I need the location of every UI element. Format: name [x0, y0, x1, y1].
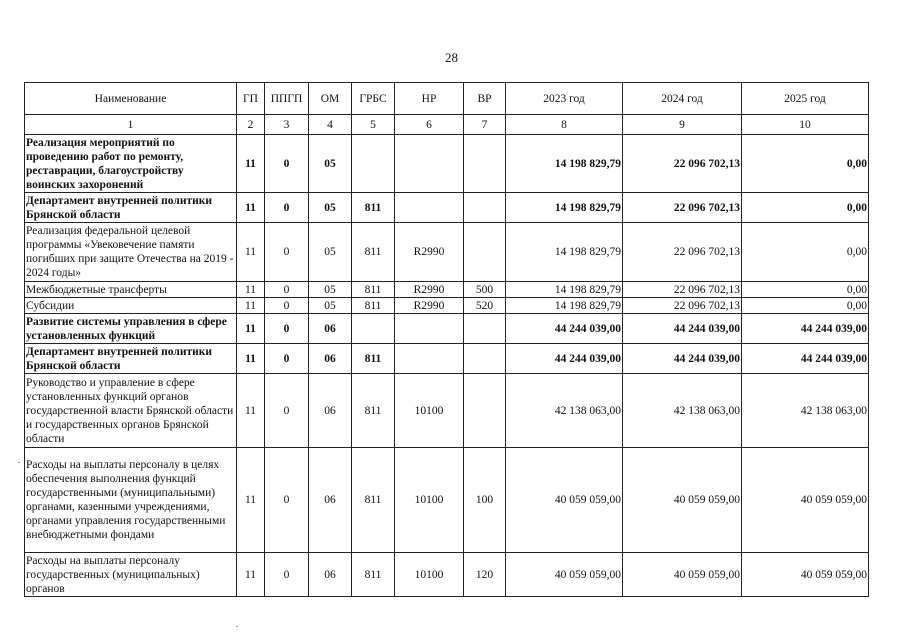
- row-name: Расходы на выплаты персоналу государственных (муниципальных) органов: [25, 553, 237, 597]
- cell-grbs: 811: [352, 553, 395, 597]
- cell-ppgp: 0: [265, 282, 309, 298]
- cell-nr: R2990: [395, 223, 464, 282]
- cell-2023: 14 198 829,79: [506, 298, 623, 314]
- row-name: Департамент внутренней политики Брянской области: [25, 344, 237, 374]
- budget-table: [24, 82, 869, 597]
- cell-om: 06: [309, 374, 352, 448]
- cell-ppgp: 0: [265, 314, 309, 344]
- column-number: 6: [395, 115, 464, 135]
- cell-2024: 22 096 702,13: [623, 135, 742, 193]
- cell-nr: [395, 344, 464, 374]
- cell-2025: 44 244 039,00: [742, 314, 869, 344]
- cell-nr: 10100: [395, 374, 464, 448]
- table-row: [25, 448, 869, 553]
- cell-grbs: [352, 314, 395, 344]
- table-row: [25, 135, 869, 193]
- column-number: 2: [237, 115, 265, 135]
- column-number: 5: [352, 115, 395, 135]
- column-number: 3: [265, 115, 309, 135]
- cell-ppgp: 0: [265, 374, 309, 448]
- cell-nr: [395, 193, 464, 223]
- cell-nr: R2990: [395, 298, 464, 314]
- cell-vr: [464, 344, 506, 374]
- table-row: [25, 282, 869, 298]
- cell-om: 06: [309, 344, 352, 374]
- cell-2023: 44 244 039,00: [506, 314, 623, 344]
- cell-2024: 22 096 702,13: [623, 193, 742, 223]
- column-header: НР: [395, 83, 464, 115]
- cell-nr: R2990: [395, 282, 464, 298]
- cell-2025: 0,00: [742, 135, 869, 193]
- cell-2024: 40 059 059,00: [623, 448, 742, 553]
- cell-grbs: 811: [352, 282, 395, 298]
- table-row: [25, 553, 869, 597]
- cell-2025: 0,00: [742, 193, 869, 223]
- cell-grbs: [352, 135, 395, 193]
- cell-vr: [464, 223, 506, 282]
- cell-om: 05: [309, 135, 352, 193]
- cell-2023: 14 198 829,79: [506, 282, 623, 298]
- column-number: 9: [623, 115, 742, 135]
- cell-2023: 14 198 829,79: [506, 223, 623, 282]
- cell-om: 05: [309, 282, 352, 298]
- column-number: 10: [742, 115, 869, 135]
- cell-grbs: 811: [352, 344, 395, 374]
- table-row: [25, 223, 869, 282]
- column-number: 4: [309, 115, 352, 135]
- cell-2023: 44 244 039,00: [506, 344, 623, 374]
- header-row: [25, 83, 869, 115]
- column-header: ОМ: [309, 83, 352, 115]
- cell-vr: [464, 193, 506, 223]
- cell-2023: 40 059 059,00: [506, 553, 623, 597]
- cell-grbs: 811: [352, 193, 395, 223]
- cell-nr: 10100: [395, 448, 464, 553]
- cell-2024: 22 096 702,13: [623, 223, 742, 282]
- scan-speck: [236, 626, 238, 627]
- cell-gp: 11: [237, 448, 265, 553]
- cell-2023: 42 138 063,00: [506, 374, 623, 448]
- cell-om: 06: [309, 553, 352, 597]
- row-name: Департамент внутренней политики Брянской области: [25, 193, 237, 223]
- row-name: Субсидии: [25, 298, 237, 314]
- cell-ppgp: 0: [265, 223, 309, 282]
- table-row: [25, 344, 869, 374]
- table-row: [25, 193, 869, 223]
- table-row: [25, 374, 869, 448]
- column-header: ГП: [237, 83, 265, 115]
- cell-vr: [464, 135, 506, 193]
- cell-grbs: 811: [352, 223, 395, 282]
- cell-vr: 120: [464, 553, 506, 597]
- cell-2024: 44 244 039,00: [623, 344, 742, 374]
- cell-2024: 44 244 039,00: [623, 314, 742, 344]
- cell-2024: 22 096 702,13: [623, 282, 742, 298]
- column-number: 7: [464, 115, 506, 135]
- row-name: Реализация федеральной целевой программы «Увековечение памяти погибших при защите Отечества на 2019 - 2024 годы»: [25, 223, 237, 282]
- cell-2025: 0,00: [742, 298, 869, 314]
- cell-grbs: 811: [352, 448, 395, 553]
- column-header: Наименование: [25, 83, 237, 115]
- column-header: ППГП: [265, 83, 309, 115]
- cell-grbs: 811: [352, 298, 395, 314]
- cell-gp: 11: [237, 193, 265, 223]
- cell-vr: 520: [464, 298, 506, 314]
- row-name: Межбюджетные трансферты: [25, 282, 237, 298]
- cell-2025: 44 244 039,00: [742, 344, 869, 374]
- cell-om: 05: [309, 223, 352, 282]
- cell-2024: 40 059 059,00: [623, 553, 742, 597]
- row-name: Расходы на выплаты персоналу в целях обеспечения выполнения функций государственными (муниципальными) органами, казенными учреждениями, органами управления государственными внебюджетными фондами: [25, 448, 237, 553]
- column-header: ВР: [464, 83, 506, 115]
- table-row: [25, 314, 869, 344]
- cell-2024: 42 138 063,00: [623, 374, 742, 448]
- cell-om: 05: [309, 193, 352, 223]
- column-header: ГРБС: [352, 83, 395, 115]
- cell-2025: 40 059 059,00: [742, 448, 869, 553]
- column-header: 2025 год: [742, 83, 869, 115]
- row-name: Реализация мероприятий по проведению работ по ремонту, реставрации, благоустройству воинских захоронений: [25, 135, 237, 193]
- cell-ppgp: 0: [265, 344, 309, 374]
- row-name: Руководство и управление в сфере установленных функций органов государственной власти Брянской области и государственных органов Брянской области: [25, 374, 237, 448]
- column-header: 2023 год: [506, 83, 623, 115]
- cell-vr: [464, 314, 506, 344]
- cell-2025: 42 138 063,00: [742, 374, 869, 448]
- cell-vr: [464, 374, 506, 448]
- cell-vr: 100: [464, 448, 506, 553]
- cell-2024: 22 096 702,13: [623, 298, 742, 314]
- row-name: Развитие системы управления в сфере установленных функций: [25, 314, 237, 344]
- cell-om: 06: [309, 448, 352, 553]
- cell-gp: 11: [237, 553, 265, 597]
- cell-2025: 40 059 059,00: [742, 553, 869, 597]
- column-number: 8: [506, 115, 623, 135]
- cell-gp: 11: [237, 314, 265, 344]
- cell-ppgp: 0: [265, 193, 309, 223]
- column-number-row: [25, 115, 869, 135]
- cell-ppgp: 0: [265, 135, 309, 193]
- scan-speck: [18, 462, 20, 463]
- cell-2023: 40 059 059,00: [506, 448, 623, 553]
- cell-gp: 11: [237, 135, 265, 193]
- cell-2023: 14 198 829,79: [506, 135, 623, 193]
- page-number: 28: [445, 50, 458, 65]
- cell-ppgp: 0: [265, 448, 309, 553]
- cell-nr: [395, 135, 464, 193]
- cell-gp: 11: [237, 223, 265, 282]
- column-header: 2024 год: [623, 83, 742, 115]
- cell-gp: 11: [237, 344, 265, 374]
- cell-gp: 11: [237, 374, 265, 448]
- cell-vr: 500: [464, 282, 506, 298]
- column-number: 1: [25, 115, 237, 135]
- cell-ppgp: 0: [265, 298, 309, 314]
- cell-nr: 10100: [395, 553, 464, 597]
- cell-om: 06: [309, 314, 352, 344]
- cell-gp: 11: [237, 298, 265, 314]
- table-row: [25, 298, 869, 314]
- cell-gp: 11: [237, 282, 265, 298]
- cell-2023: 14 198 829,79: [506, 193, 623, 223]
- cell-grbs: 811: [352, 374, 395, 448]
- cell-2025: 0,00: [742, 223, 869, 282]
- cell-nr: [395, 314, 464, 344]
- cell-2025: 0,00: [742, 282, 869, 298]
- cell-ppgp: 0: [265, 553, 309, 597]
- cell-om: 05: [309, 298, 352, 314]
